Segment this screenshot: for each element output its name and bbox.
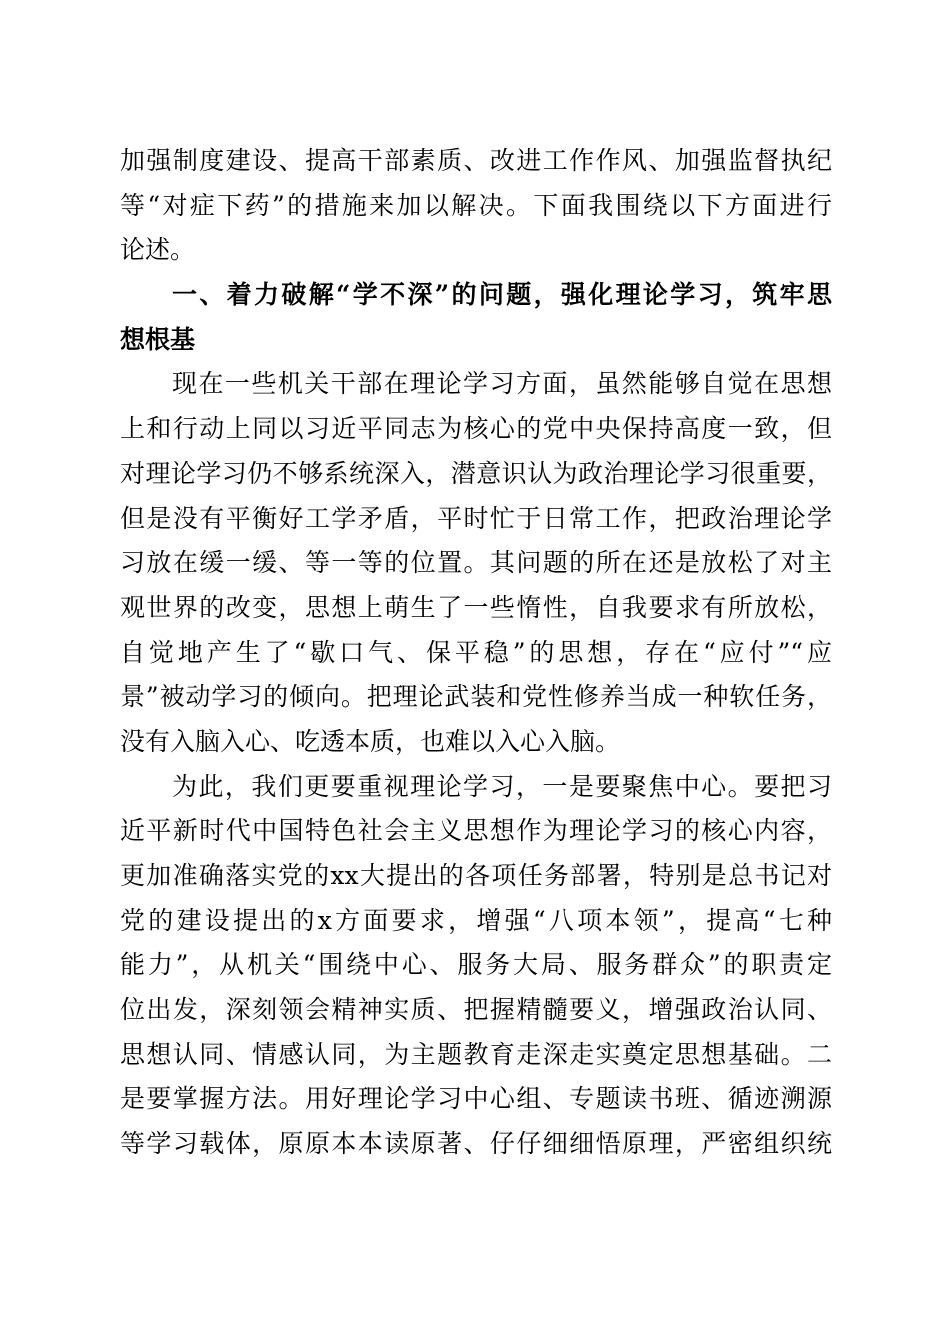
paragraph-line: 上和行动上同以习近平同志为核心的党中央保持高度一致，但 xyxy=(120,414,832,444)
intro-line: 加强制度建设、提高干部素质、改进工作作风、加强监督执纪 xyxy=(120,146,832,175)
paragraph-line: 能力”，从机关“围绕中心、服务大局、服务群众”的职责定 xyxy=(120,950,832,980)
section-heading xyxy=(120,273,832,362)
intro-line: 论述。 xyxy=(120,235,196,265)
paragraph-line: 为此，我们更要重视理论学习，一是要聚焦中心。要把习 xyxy=(172,771,832,801)
body-paragraph-2 xyxy=(120,765,832,1167)
paragraph-line: 现在一些机关干部在理论学习方面，虽然能够自觉在思想 xyxy=(172,369,832,399)
paragraph-line: 位出发，深刻领会精神实质、把握精髓要义，增强政治认同、 xyxy=(120,995,832,1025)
paragraph-line: 更加准确落实党的xx大提出的各项任务部署，特别是总书记对 xyxy=(120,861,832,890)
paragraph-line: 但是没有平衡好工学矛盾，平时忙于日常工作，把政治理论学 xyxy=(120,503,832,533)
intro-line: 等“对症下药”的措施来加以解决。下面我围绕以下方面进行 xyxy=(120,190,832,220)
body-paragraph-1 xyxy=(120,362,832,764)
paragraph-line: 近平新时代中国特色社会主义思想作为理论学习的核心内容， xyxy=(120,816,832,846)
paragraph-line: 等学习载体，原原本本读原著、仔仔细细悟原理，严密组织统 xyxy=(120,1129,832,1159)
section-heading-line: 想根基 xyxy=(120,324,196,354)
paragraph-line: 自觉地产生了“歇口气、保平稳”的思想，存在“应付”“应 xyxy=(120,637,832,667)
paragraph-line: 是要掌握方法。用好理论学习中心组、专题读书班、循迹溯源 xyxy=(120,1084,832,1114)
intro-paragraph xyxy=(120,139,832,273)
paragraph-line: 党的建设提出的x方面要求，增强“八项本领”，提高“七种 xyxy=(120,905,832,935)
paragraph-line: 观世界的改变，思想上萌生了一些惰性，自我要求有所放松， xyxy=(120,592,832,622)
section-heading-line: 一、着力破解“学不深”的问题，强化理论学习，筑牢思 xyxy=(172,280,832,310)
paragraph-line: 景”被动学习的倾向。把理论武装和党性修养当成一种软任务， xyxy=(120,682,832,712)
paragraph-line: 没有入脑入心、吃透本质，也难以入心入脑。 xyxy=(120,726,621,756)
document-body xyxy=(120,139,832,1167)
paragraph-line: 对理论学习仍不够系统深入，潜意识认为政治理论学习很重要， xyxy=(120,458,832,488)
paragraph-line: 思想认同、情感认同，为主题教育走深走实奠定思想基础。二 xyxy=(120,1039,832,1069)
paragraph-line: 习放在缓一缓、等一等的位置。其问题的所在还是放松了对主 xyxy=(120,548,832,578)
